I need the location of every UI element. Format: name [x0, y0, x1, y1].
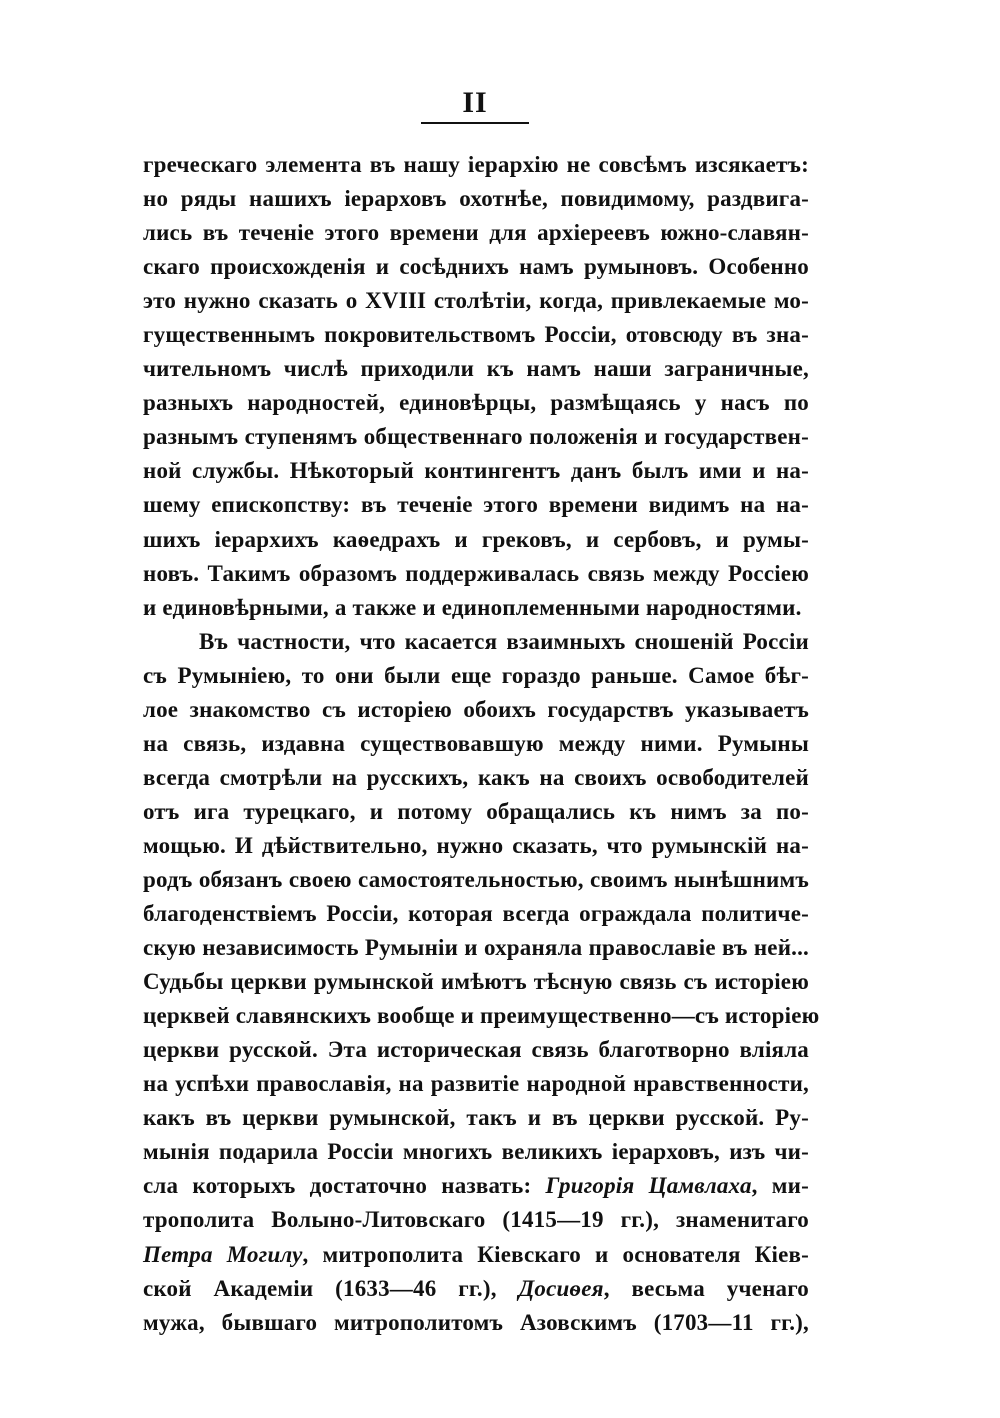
text-line: гущественнымъ покровительствомъ Россіи, отовсюду въ зна-	[143, 322, 809, 348]
text-line: но ряды нашихъ іерарховъ охотнѣе, повидимому, раздвига-	[143, 186, 809, 212]
text-line: разныхъ народностей, единовѣрцы, размѣщаясь у насъ по	[143, 390, 809, 416]
text-line: мужа, бывшаго митрополитомъ Азовскимъ (1703—11 гг.),	[143, 1309, 809, 1335]
text-line: и единовѣрными, а также и единоплеменными народностями.	[143, 594, 802, 620]
italic-name-dositheus: Досиѳея	[518, 1275, 604, 1301]
italic-name-gregory-tsamblak: Григорія Цамвлаха	[545, 1173, 752, 1199]
text-run: сла которыхъ достаточно назвать:	[143, 1173, 546, 1199]
text-line	[143, 1238, 809, 1272]
text-line: чительномъ числѣ приходили къ намъ наши заграничные,	[143, 356, 809, 382]
text-line: мощью. И дѣйствительно, нужно сказать, что румынскій на-	[143, 832, 809, 858]
text-line: всегда смотрѣли на русскихъ, какъ на своихъ освободителей	[143, 764, 809, 790]
text-line	[143, 1272, 809, 1306]
text-line: это нужно сказать о XVIII столѣтіи, когда, привлекаемые мо-	[143, 288, 809, 314]
text-line: мынія подарила Россіи многихъ великихъ іерарховъ, изъ чи-	[143, 1139, 809, 1165]
text-line: на успѣхи православія, на развитіе народной нравственности,	[143, 1071, 809, 1097]
text-line: греческаго элемента въ нашу іерархію не совсѣмъ изсякаетъ:	[143, 152, 809, 177]
text-line: лись въ теченіе этого времени для архіереевъ южно-славян-	[143, 220, 809, 246]
text-line: лое знакомство съ исторіею обоихъ государствъ указываетъ	[143, 696, 809, 722]
text-line: какъ въ церкви румынской, такъ и въ церкви русской. Ру-	[143, 1105, 809, 1131]
text-line: отъ ига турецкаго, и потому обращались къ нимъ за по-	[143, 798, 809, 824]
text-line: трополита Волыно-Литовскаго (1415—19 гг.), знаменитаго	[143, 1207, 809, 1233]
italic-name-peter-mogila: Петра Могилу	[143, 1241, 303, 1267]
text-line: шихъ іерархихъ каѳедрахъ и грековъ, и сербовъ, и румы-	[143, 526, 809, 552]
text-run: , митрополита Кіевскаго и основателя Кіев-	[302, 1241, 809, 1267]
body-text	[143, 148, 820, 1340]
text-line: церквей славянскихъ вообще и преимущественно—съ исторіею	[143, 1003, 820, 1029]
text-run: , весьма ученаго	[603, 1275, 809, 1301]
text-line: Судьбы церкви румынской имѣютъ тѣсную связь съ исторіею	[143, 969, 809, 995]
text-run: ской Академіи (1633—46 гг.),	[143, 1275, 519, 1301]
text-line: благоденствіемъ Россіи, которая всегда ограждала политиче-	[143, 901, 809, 927]
paragraph-start-line: Въ частности, что касается взаимныхъ сношеній Россіи	[199, 628, 809, 654]
text-run: , ми-	[751, 1173, 809, 1199]
text-line: новъ. Такимъ образомъ поддерживалась связь между Россіею	[143, 560, 809, 586]
text-line: съ Румыніею, то они были еще гораздо раньше. Самое бѣг-	[143, 662, 809, 688]
text-line	[143, 1169, 809, 1203]
text-line: церкви русской. Эта историческая связь благотворно вліяла	[143, 1037, 809, 1063]
header-rule	[421, 122, 529, 124]
page-number: II	[462, 86, 488, 119]
text-line: на связь, издавна существовавшую между ними. Румыны	[143, 730, 809, 756]
text-line: ной службы. Нѣкоторый контингентъ данъ былъ ими и на-	[143, 458, 809, 484]
text-line: разнымъ ступенямъ общественнаго положенія и государствен-	[143, 424, 809, 450]
text-line: скую независимость Румыніи и охраняла православіе въ ней...	[143, 935, 809, 961]
page-header	[420, 86, 530, 124]
text-line: родъ обязанъ своею самостоятельностью, своимъ нынѣшнимъ	[143, 866, 809, 892]
text-line: шему епископству: въ теченіе этого времени видимъ на на-	[143, 492, 809, 518]
text-line: скаго происхожденія и сосѣднихъ намъ румыновъ. Особенно	[143, 254, 809, 280]
